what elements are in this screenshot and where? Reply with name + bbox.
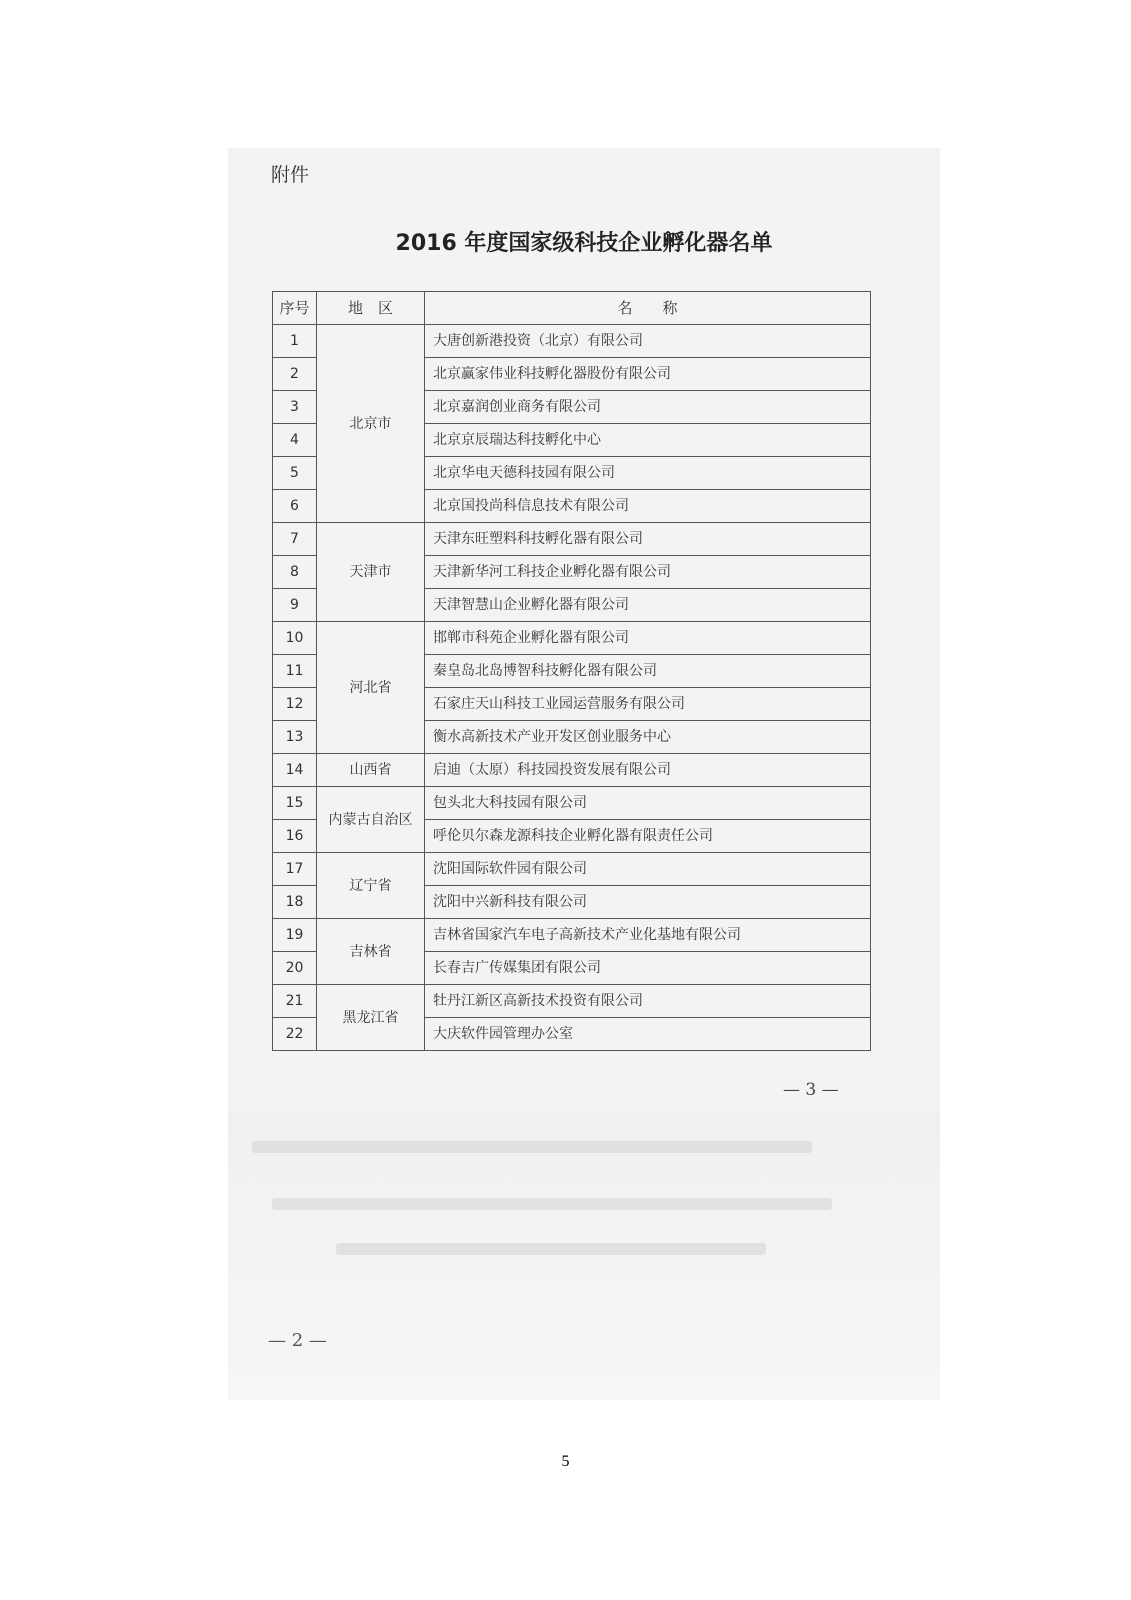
row-number: 14 [273, 754, 317, 787]
row-number: 2 [273, 358, 317, 391]
company-name: 包头北大科技园有限公司 [425, 787, 871, 820]
row-number: 15 [273, 787, 317, 820]
attachment-label: 附件 [271, 164, 310, 186]
row-number: 11 [273, 655, 317, 688]
table-row [273, 985, 871, 1018]
company-name: 石家庄天山科技工业园运营服务有限公司 [425, 688, 871, 721]
table-row [273, 325, 871, 358]
row-number: 1 [273, 325, 317, 358]
company-name: 北京华电天德科技园有限公司 [425, 457, 871, 490]
header-name: 名 称 [425, 292, 871, 325]
company-name: 长春吉广传媒集团有限公司 [425, 952, 871, 985]
region-cell: 黑龙江省 [317, 985, 425, 1051]
company-name: 北京国投尚科信息技术有限公司 [425, 490, 871, 523]
row-number: 21 [273, 985, 317, 1018]
region-cell: 河北省 [317, 622, 425, 754]
company-name: 天津新华河工科技企业孵化器有限公司 [425, 556, 871, 589]
row-number: 18 [273, 886, 317, 919]
company-name: 大唐创新港投资（北京）有限公司 [425, 325, 871, 358]
row-number: 3 [273, 391, 317, 424]
company-name: 启迪（太原）科技园投资发展有限公司 [425, 754, 871, 787]
company-name: 北京赢家伟业科技孵化器股份有限公司 [425, 358, 871, 391]
bleed-through-line [336, 1243, 766, 1255]
company-name: 北京京辰瑞达科技孵化中心 [425, 424, 871, 457]
row-number: 4 [273, 424, 317, 457]
company-name: 衡水高新技术产业开发区创业服务中心 [425, 721, 871, 754]
row-number: 16 [273, 820, 317, 853]
row-number: 17 [273, 853, 317, 886]
header-region: 地 区 [317, 292, 425, 325]
company-name: 邯郸市科苑企业孵化器有限公司 [425, 622, 871, 655]
row-number: 9 [273, 589, 317, 622]
row-number: 10 [273, 622, 317, 655]
row-number: 22 [273, 1018, 317, 1051]
company-name: 天津智慧山企业孵化器有限公司 [425, 589, 871, 622]
table-row [273, 523, 871, 556]
document-title: 2016 年度国家级科技企业孵化器名单 [395, 231, 773, 256]
page-footer-number: 5 [561, 1453, 570, 1470]
row-number: 20 [273, 952, 317, 985]
region-cell: 内蒙古自治区 [317, 787, 425, 853]
company-name: 吉林省国家汽车电子高新技术产业化基地有限公司 [425, 919, 871, 952]
scanned-page-number: — 3 — [783, 1080, 839, 1100]
table-row [273, 754, 871, 787]
region-cell: 天津市 [317, 523, 425, 622]
company-name: 北京嘉润创业商务有限公司 [425, 391, 871, 424]
table-row [273, 622, 871, 655]
company-name: 沈阳国际软件园有限公司 [425, 853, 871, 886]
row-number: 13 [273, 721, 317, 754]
region-cell: 吉林省 [317, 919, 425, 985]
bleed-through-line [272, 1198, 832, 1210]
incubator-list-table [272, 291, 871, 1051]
region-cell: 山西省 [317, 754, 425, 787]
region-cell: 辽宁省 [317, 853, 425, 919]
table-row [273, 787, 871, 820]
company-name: 沈阳中兴新科技有限公司 [425, 886, 871, 919]
company-name: 秦皇岛北岛博智科技孵化器有限公司 [425, 655, 871, 688]
region-cell: 北京市 [317, 325, 425, 523]
company-name: 大庆软件园管理办公室 [425, 1018, 871, 1051]
table-header-row [273, 292, 871, 325]
table-row [273, 853, 871, 886]
company-name: 牡丹江新区高新技术投资有限公司 [425, 985, 871, 1018]
row-number: 7 [273, 523, 317, 556]
row-number: 19 [273, 919, 317, 952]
header-serial-number: 序号 [273, 292, 317, 325]
row-number: 6 [273, 490, 317, 523]
bleed-through-line [252, 1141, 812, 1153]
row-number: 5 [273, 457, 317, 490]
bleed-through-area [228, 1112, 940, 1400]
row-number: 12 [273, 688, 317, 721]
bleed-through-page-number: — 2 — [268, 1330, 327, 1351]
table-row [273, 919, 871, 952]
company-name: 呼伦贝尔森龙源科技企业孵化器有限责任公司 [425, 820, 871, 853]
company-name: 天津东旺塑料科技孵化器有限公司 [425, 523, 871, 556]
row-number: 8 [273, 556, 317, 589]
